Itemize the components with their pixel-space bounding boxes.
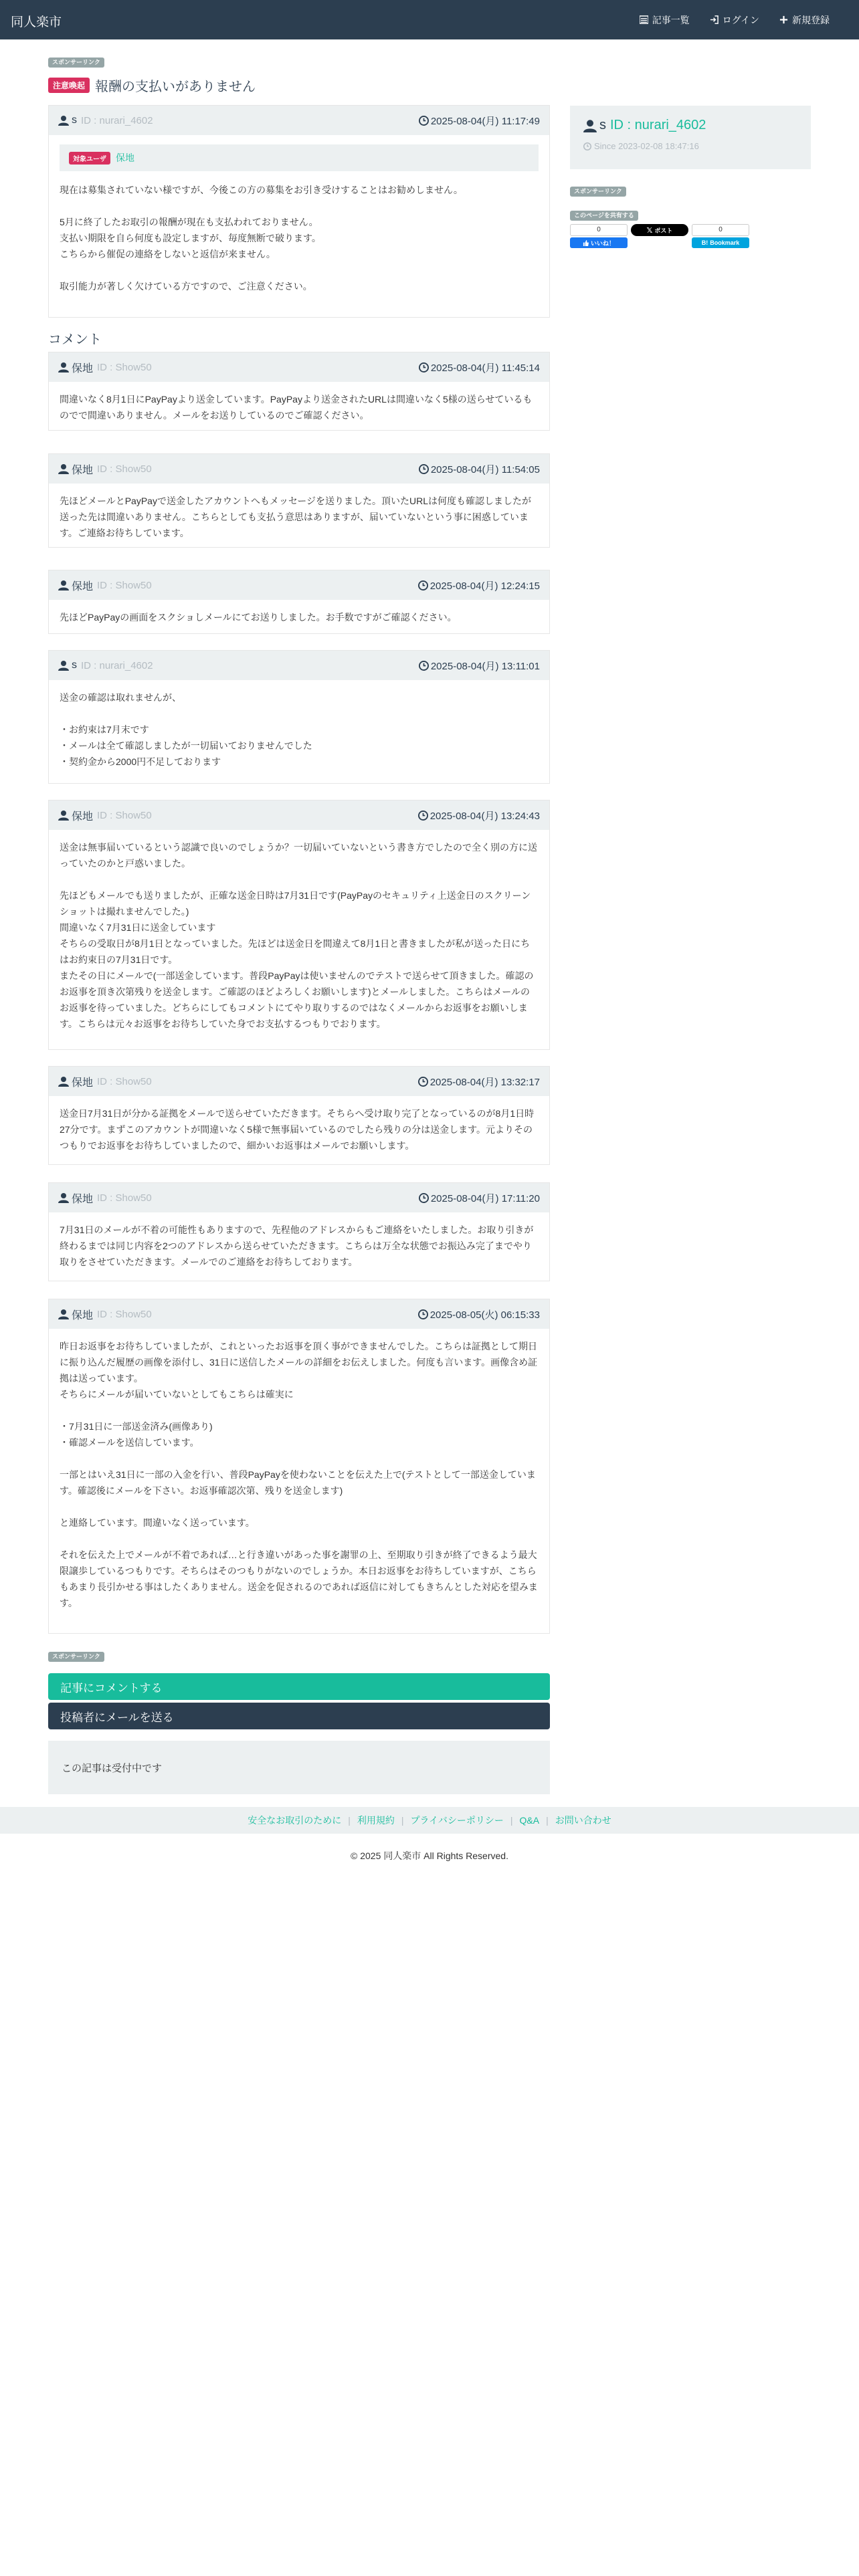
comment-author-name: 保地: [72, 1309, 94, 1321]
comment-header: [49, 1183, 549, 1212]
comment-author-id: ID : Show50: [97, 1192, 152, 1204]
comment-body: 先ほどPayPayの画面をスクショしメールにてお送りしました。お手数ですがご確認ください。: [60, 612, 457, 623]
comment-author[interactable]: [58, 808, 152, 823]
comment-datetime: [418, 578, 540, 593]
comment-author-name: s: [72, 659, 77, 671]
mail-button-label: 投稿者にメールを送る: [60, 1711, 174, 1724]
comment-datetime: [418, 1307, 540, 1321]
comment-author[interactable]: [58, 1190, 152, 1206]
comment-author-name: 保地: [72, 362, 94, 374]
facebook-like-button[interactable]: [570, 237, 628, 248]
footer-link-contact[interactable]: お問い合わせ: [555, 1815, 611, 1826]
clock-icon: [418, 811, 428, 821]
comment-body: 送金の確認は取れませんが、 ・お約束は7月末です ・メールは全て確認しましたが一切届いておりませんでした ・契約金から2000円不足しております: [60, 692, 312, 767]
comment-datetime-text: 2025-08-04(月) 13:32:17: [430, 1076, 540, 1088]
comment-header: [49, 1067, 549, 1096]
x-post-button[interactable]: [631, 224, 688, 236]
copyright: © 2025 同人楽市 All Rights Reserved.: [351, 1850, 508, 1861]
share-facebook-count: 0: [570, 224, 628, 236]
comment-body: 送金は無事届いているという認識で良いのでしょうか？一切届いていないという書き方でしたので全く別の方に送っていたのかと戸惑いました。 先ほどもメールでも送りましたが、正確な送金日時は7月31日です(PayPayのセキュリティ上送金日のスクリーンショットは撮れませんでした。) 間違いなく7月31日に送金しています そちらの受取日が8月1日となっていました。先ほどは送金日を間違えて8月1日と書きましたが私が送った日にちはお約束日の7月31日です。 またその日にメールで(一部送金しています。普段PayPayは使いませんのでテストで送らせて頂きました。確認のお返事を頂き次第残りを送金します。ご確認のほどよろしくお願いします)とメールしました。こちらはメールのお返事を待っていました。どちらにしてもコメントにてやり取りするのではなくメールからお返事をお願いします。こちらは元々お返事をお待ちしていた身でお支払するつもりでおります。: [60, 842, 537, 1029]
share-label: このページを共有する: [570, 211, 638, 221]
nav-menu: [640, 0, 830, 39]
comment-header: [49, 1299, 549, 1329]
share-x: [631, 224, 688, 248]
nav-article-list[interactable]: [640, 13, 690, 27]
comment-author[interactable]: [58, 578, 152, 593]
comment-author-name: 保地: [72, 1193, 94, 1205]
nav-article-list-label: 記事一覧: [652, 14, 690, 25]
comment-datetime-text: 2025-08-05(火) 06:15:33: [430, 1309, 540, 1321]
hatena-bookmark-button[interactable]: [692, 237, 749, 248]
comment-datetime-text: 2025-08-04(月) 11:45:14: [430, 362, 540, 374]
article-header: [49, 106, 549, 135]
comment-card: [48, 1299, 550, 1634]
comment-author-id: ID : Show50: [97, 361, 152, 373]
user-icon: [58, 1309, 69, 1319]
share-hatena-count: 0: [692, 224, 749, 236]
footer-separator: |: [401, 1815, 404, 1826]
comment-header: [49, 454, 549, 484]
share-facebook: [570, 224, 628, 248]
user-icon: [58, 1076, 69, 1087]
comment-author[interactable]: [58, 360, 152, 375]
login-icon: [710, 15, 719, 24]
comment-author-name: 保地: [72, 1077, 94, 1089]
comment-header: [49, 800, 549, 830]
user-icon: [58, 463, 69, 474]
clock-icon: [583, 142, 591, 150]
footer-separator: |: [510, 1815, 513, 1826]
x-post-label: ポスト: [654, 227, 673, 234]
target-user-badge: 対象ユーザ: [69, 152, 110, 165]
share-buttons: [570, 224, 749, 248]
comment-author-id: ID : Show50: [97, 809, 152, 821]
nav-register[interactable]: [779, 13, 830, 27]
nav-login-label: ログイン: [722, 14, 759, 25]
x-logo-icon: 𝕏: [646, 226, 653, 235]
thumbs-up-icon: [583, 240, 589, 246]
article-status-text: この記事は受付中です: [62, 1762, 163, 1774]
comment-card: [48, 1066, 550, 1165]
comment-datetime-text: 2025-08-04(月) 12:24:15: [430, 580, 540, 592]
comment-author-id: ID : nurari_4602: [81, 659, 153, 671]
clock-icon: [419, 116, 429, 126]
comment-datetime: [419, 1191, 540, 1205]
comment-author-id: ID : Show50: [97, 463, 152, 475]
comment-author-name: 保地: [72, 811, 94, 823]
comment-datetime-text: 2025-08-04(月) 13:24:43: [430, 810, 540, 822]
footer-links: [0, 1807, 859, 1834]
user-icon: [58, 660, 69, 671]
comment-author-name: 保地: [72, 580, 94, 593]
comment-datetime: [418, 1075, 540, 1089]
sponsor-label-side: スポンサーリンク: [570, 187, 626, 197]
user-icon: [58, 362, 69, 372]
article-datetime-text: 2025-08-04(月) 11:17:49: [430, 115, 540, 127]
user-icon: [58, 115, 69, 126]
clock-icon: [419, 362, 429, 372]
comment-datetime-text: 2025-08-04(月) 17:11:20: [430, 1192, 540, 1204]
comment-header: [49, 352, 549, 382]
sponsor-label-top: スポンサーリンク: [48, 58, 104, 68]
nav-login[interactable]: [710, 13, 759, 27]
comment-body: 昨日お返事をお待ちしていましたが、これといったお返事を頂く事ができませんでした。こちらは証拠として期日に振り込んだ履歴の画像を添付し、31日に送信したメールの詳細をお伝えしました。何度も言います。画像含め証拠は送っています。 そちらにメールが届いていないとしてもこちらは確実に ・7月31日に一部送金済み(画像あり) ・確認メールを送信しています。 一部とはいえ31日に一部の入金を行い、普段PayPayを使わないことを伝えた上で(テストとして一部送金しています。確認後にメールを下さい。お返事確認次第、残りを送金します) と連絡しています。間違いなく送っています。 それを伝えた上でメールが不着であれば…と行き違いがあった事を謝罪の上、至期取り引きが終了できるよう最大限譲歩しているつもりです。そちらはそのつもりがないのでしょうか。本日お返事をお待ちしていますが、こちらもあまり長引かせる事はしたくありません。送金を促されるのであれば返信に対してもきちんとした対応を望みます。: [60, 1341, 538, 1608]
footer-link-terms[interactable]: 利用規約: [357, 1815, 395, 1826]
profile-since: [583, 141, 797, 151]
footer-link-safety[interactable]: 安全なお取引のために: [248, 1815, 342, 1826]
hatena-bookmark-label: Bookmark: [710, 239, 740, 246]
comment-body: 送金日7月31日が分かる証拠をメールで送らせていただきます。そちらへ受け取り完了となっているのが8月1日時27分です。まずこのアカウントが間違いなく5様で無事届いているのでしたら残りの分は送金します。元よりそのつもりでお返事をお待ちしていましたので、細かいお返事はメールでお願いします。: [60, 1108, 535, 1151]
facebook-like-label: いいね！: [590, 239, 615, 247]
comment-body: 間違いなく8月1日にPayPayより送金しています。PayPayより送金されたURLは間違いなく5様の送らせているものでで間違いありません。メールをお送りしているのでご確認ください。: [60, 394, 533, 421]
target-user-link[interactable]: 保地: [116, 152, 134, 163]
comment-author[interactable]: [58, 1307, 152, 1322]
comment-card: [48, 650, 550, 784]
plus-icon: [779, 15, 788, 24]
comment-button-label: 記事にコメントする: [60, 1681, 163, 1695]
clock-icon: [418, 1077, 428, 1087]
comment-body: 7月31日のメールが不着の可能性もありますので、先程他のアドレスからもご連絡をいたしました。お取り引きが終わるまでは同じ内容を2つのアドレスから送らせていただきます。こちらは万全な状態でお振込み完了までやり取りをさせていただきます。メールでのご連絡をお待ちしております。: [60, 1224, 534, 1267]
article-body: 現在は募集されていない様ですが、今後この方の募集をお引き受けすることはお勧めしません。 5月に終了したお取引の報酬が現在も支払われておりません。 支払い期限を自ら何度も設定しますが、毎度無断で破ります。 こちらから催促の連絡をしないと返信が来ません。 取引能力が著しく欠けている方ですので、ご注意ください。: [60, 185, 463, 292]
comment-on-article-button[interactable]: [48, 1673, 550, 1700]
comment-card: [48, 800, 550, 1050]
clock-icon: [418, 1309, 428, 1319]
mail-author-button[interactable]: [48, 1703, 550, 1729]
profile-since-text: Since 2023-02-08 18:47:16: [594, 141, 699, 151]
comment-datetime: [419, 659, 540, 673]
article-title: 報酬の支払いがありません: [95, 80, 256, 94]
user-icon: [58, 810, 69, 821]
article-author-id: ID : nurari_4602: [81, 114, 153, 126]
sponsor-label-bottom: スポンサーリンク: [48, 1652, 104, 1662]
comment-header: [49, 651, 549, 680]
clock-icon: [419, 1193, 429, 1203]
hatena-bookmark-icon: B!: [701, 239, 708, 246]
comment-card: [48, 453, 550, 548]
comments-heading: コメント: [48, 332, 102, 347]
site-logo[interactable]: 同人楽市: [11, 15, 62, 29]
article-status-box: [48, 1741, 550, 1794]
share-hatena: [692, 224, 749, 248]
article-author[interactable]: [58, 114, 153, 126]
comment-body: 先ほどメールとPayPayで送金したアカウントへもメッセージを送りました。頂いたURLは何度も確認しましたが送った先は間違いありません。こちらとしても支払う意思はありますが、届いていないという事に困惑しています。ご連絡お待ちしています。: [60, 496, 531, 538]
comment-datetime: [419, 462, 540, 476]
top-navbar: [0, 0, 859, 39]
footer-separator: |: [348, 1815, 351, 1826]
user-icon: [58, 580, 69, 591]
clock-icon: [419, 464, 429, 474]
comment-datetime: [419, 360, 540, 374]
nav-register-label: 新規登録: [792, 14, 830, 25]
comment-author-name: 保地: [72, 464, 94, 476]
comment-card: [48, 1182, 550, 1281]
footer-separator: |: [546, 1815, 549, 1826]
warning-badge: 注意喚起: [48, 78, 90, 93]
footer-link-privacy[interactable]: プライバシーポリシー: [410, 1815, 504, 1826]
article-title-row: [48, 76, 256, 95]
comment-card: [48, 352, 550, 431]
comment-author[interactable]: [58, 461, 152, 477]
comment-author-id: ID : Show50: [97, 579, 152, 591]
comment-datetime-text: 2025-08-04(月) 13:11:01: [430, 660, 540, 672]
comment-header: [49, 570, 549, 600]
profile-name-row: [583, 118, 797, 133]
user-icon: [58, 1192, 69, 1203]
profile-id-link[interactable]: ID : nurari_4602: [610, 118, 706, 132]
article-author-name: s: [72, 114, 77, 126]
clock-icon: [418, 580, 428, 591]
user-icon: [583, 119, 597, 132]
comment-author-id: ID : Show50: [97, 1308, 152, 1320]
list-icon: [640, 15, 648, 24]
article-card: [48, 105, 550, 318]
author-profile-card: [570, 106, 811, 169]
clock-icon: [419, 661, 429, 671]
comment-author[interactable]: [58, 1074, 152, 1089]
comment-card: [48, 570, 550, 634]
article-datetime: [419, 114, 540, 128]
footer-link-faq[interactable]: Q&A: [519, 1815, 540, 1826]
comment-author-id: ID : Show50: [97, 1075, 152, 1087]
comment-author[interactable]: [58, 659, 153, 671]
comment-datetime: [418, 809, 540, 823]
comment-datetime-text: 2025-08-04(月) 11:54:05: [430, 463, 540, 475]
profile-name: s: [599, 118, 606, 132]
target-user-box: [60, 144, 539, 171]
